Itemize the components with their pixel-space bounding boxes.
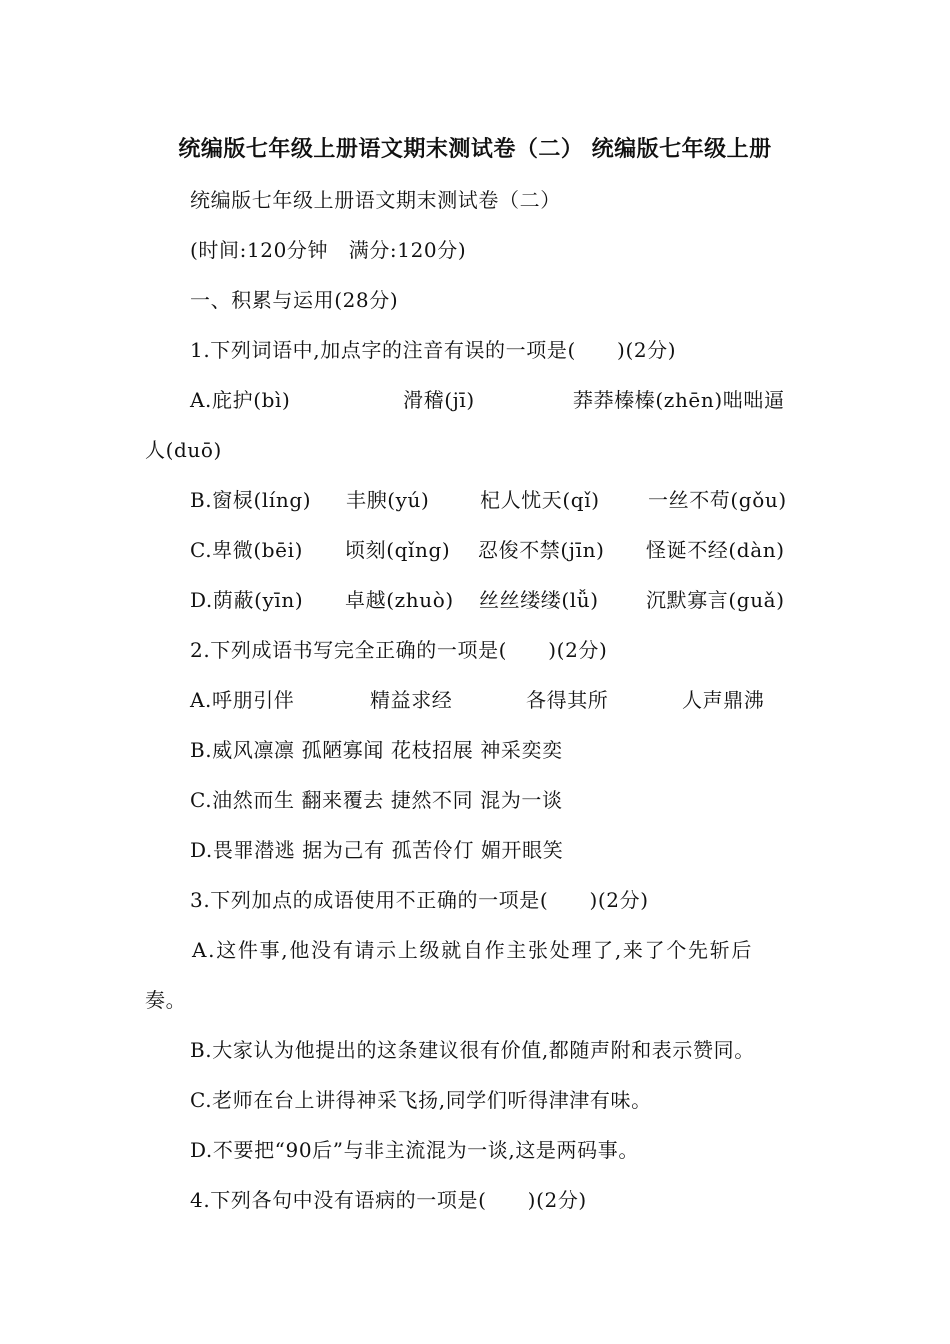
option-item: A.庇护(bì) bbox=[190, 388, 291, 412]
question-2-option-c: C.油然而生 翻来覆去 捷然不同 混为一谈 bbox=[190, 788, 563, 812]
question-4-stem: 4.下列各句中没有语病的一项是( )(2分) bbox=[190, 1188, 587, 1212]
option-item: 卓越(zhuò) bbox=[345, 588, 454, 612]
option-item: 忍俊不禁(jīn) bbox=[478, 538, 605, 562]
question-3-stem: 3.下列加点的成语使用不正确的一项是( )(2分) bbox=[190, 888, 649, 912]
option-item: 滑稽(jī) bbox=[403, 388, 475, 412]
option-item: 丝丝缕缕(lǚ) bbox=[479, 588, 599, 612]
question-2-stem: 2.下列成语书写完全正确的一项是( )(2分) bbox=[190, 638, 608, 662]
option-item: 丰腴(yú) bbox=[346, 488, 430, 512]
option-item: A.呼朋引伴 bbox=[190, 688, 295, 712]
section-heading: 一、积累与运用(28分) bbox=[190, 288, 399, 312]
question-3-option-d: D.不要把“90后”与非主流混为一谈,这是两码事。 bbox=[190, 1138, 639, 1162]
question-1-option-c bbox=[190, 536, 785, 564]
option-item: C.卑微(bēi) bbox=[190, 538, 303, 562]
option-item: 怪诞不经(dàn) bbox=[646, 538, 785, 562]
option-item: B.窗棂(líng) bbox=[190, 488, 312, 512]
question-3-option-b: B.大家认为他提出的这条建议很有价值,都随声附和表示赞同。 bbox=[190, 1038, 755, 1062]
subtitle: 统编版七年级上册语文期末测试卷（二） bbox=[190, 188, 561, 212]
question-3-option-a: A.这件事,他没有请示上级就自作主张处理了,来了个先斩后 bbox=[192, 938, 754, 962]
question-3-option-a-continued: 奏。 bbox=[145, 988, 187, 1012]
time-info: (时间:120分钟 满分:120分) bbox=[190, 238, 467, 262]
option-item: 人声鼎沸 bbox=[682, 688, 765, 712]
question-1-option-a-continued: 人(duō) bbox=[145, 438, 222, 462]
option-item: 杞人忧天(qǐ) bbox=[480, 488, 600, 512]
question-1-stem: 1.下列词语中,加点字的注音有误的一项是( )(2分) bbox=[190, 338, 677, 362]
question-1-option-a bbox=[190, 386, 785, 414]
question-1-option-b bbox=[190, 486, 787, 514]
question-1-option-d bbox=[190, 586, 785, 614]
option-item: 一丝不苟(gǒu) bbox=[648, 488, 787, 512]
option-item: 莽莽榛榛(zhēn)咄咄逼 bbox=[573, 388, 785, 412]
question-2-option-d: D.畏罪潜逃 据为己有 孤苦伶仃 媚开眼笑 bbox=[190, 838, 564, 862]
option-item: 沉默寡言(guǎ) bbox=[646, 588, 785, 612]
question-3-option-c: C.老师在台上讲得神采飞扬,同学们听得津津有味。 bbox=[190, 1088, 652, 1112]
option-item: 顷刻(qǐng) bbox=[345, 538, 451, 562]
option-item: 精益求经 bbox=[370, 688, 453, 712]
option-item: D.荫蔽(yīn) bbox=[190, 588, 304, 612]
page-title: 统编版七年级上册语文期末测试卷（二） 统编版七年级上册 bbox=[178, 137, 772, 162]
option-item: 各得其所 bbox=[526, 688, 609, 712]
question-2-option-b: B.威风凛凛 孤陋寡闻 花枝招展 神采奕奕 bbox=[190, 738, 563, 762]
question-2-option-a bbox=[190, 686, 764, 714]
